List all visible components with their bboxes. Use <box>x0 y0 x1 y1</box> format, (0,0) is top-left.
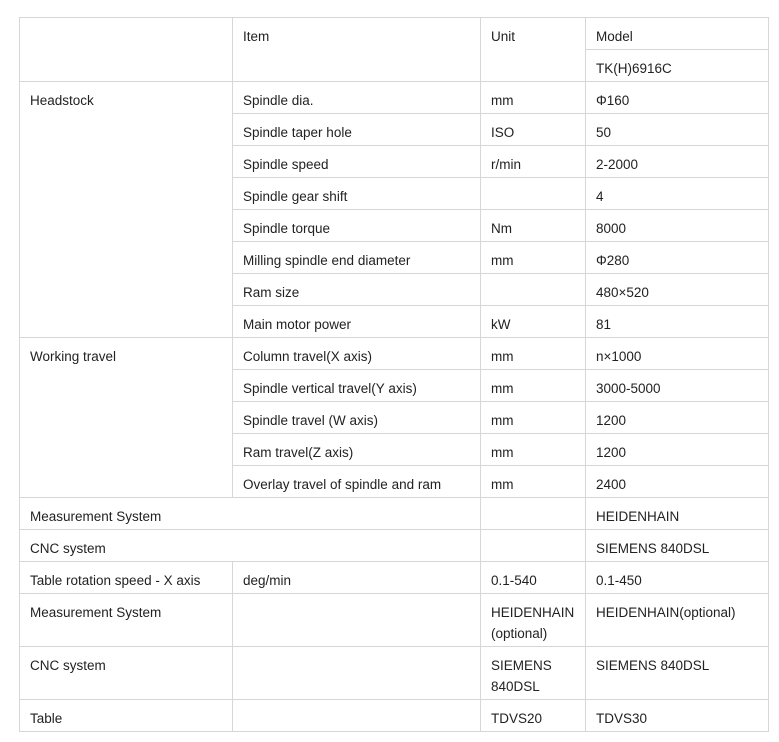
header-model-cell: Model <box>586 18 769 50</box>
item-cell: Milling spindle end diameter <box>233 242 481 274</box>
value-cell: 2400 <box>586 466 769 498</box>
value-cell: Φ280 <box>586 242 769 274</box>
table-row <box>20 594 769 647</box>
item-cell <box>233 647 481 700</box>
header-blank-cell <box>20 18 233 82</box>
item-cell <box>233 594 481 647</box>
item-cell: Spindle gear shift <box>233 178 481 210</box>
item-cell: Spindle taper hole <box>233 114 481 146</box>
spec-table <box>19 17 769 732</box>
item-cell <box>233 700 481 732</box>
unit-cell: Nm <box>481 210 586 242</box>
item-cell: Ram size <box>233 274 481 306</box>
item-cell: Column travel(X axis) <box>233 338 481 370</box>
unit-cell <box>481 178 586 210</box>
cnc-system-label-cell: CNC system <box>20 530 481 562</box>
value-cell: 81 <box>586 306 769 338</box>
measurement-system-label-cell: Measurement System <box>20 594 233 647</box>
value-cell: 3000-5000 <box>586 370 769 402</box>
unit-cell: kW <box>481 306 586 338</box>
table-rotation-label-cell: Table rotation speed - X axis <box>20 562 233 594</box>
value-cell: n×1000 <box>586 338 769 370</box>
value-cell: 8000 <box>586 210 769 242</box>
value-cell: HEIDENHAIN(optional) <box>586 594 769 647</box>
unit-cell <box>481 274 586 306</box>
table-label-cell: Table <box>20 700 233 732</box>
header-model-value-cell: TK(H)6916C <box>586 50 769 82</box>
unit-cell: mm <box>481 402 586 434</box>
table-row <box>20 338 769 370</box>
table-row <box>20 647 769 700</box>
value-cell: Φ160 <box>586 82 769 114</box>
value-cell: 50 <box>586 114 769 146</box>
value-cell: 4 <box>586 178 769 210</box>
table-row <box>20 700 769 732</box>
value-cell: 480×520 <box>586 274 769 306</box>
item-cell: Spindle vertical travel(Y axis) <box>233 370 481 402</box>
value-cell: 1200 <box>586 434 769 466</box>
unit-cell: mm <box>481 370 586 402</box>
item-cell: Spindle torque <box>233 210 481 242</box>
table-row <box>20 530 769 562</box>
item-cell: Ram travel(Z axis) <box>233 434 481 466</box>
table-row <box>20 498 769 530</box>
unit-cell: HEIDENHAIN (optional) <box>481 594 586 647</box>
group-headstock-cell: Headstock <box>20 82 233 338</box>
unit-cell: mm <box>481 466 586 498</box>
unit-cell: ISO <box>481 114 586 146</box>
value-cell: HEIDENHAIN <box>586 498 769 530</box>
header-unit-cell: Unit <box>481 18 586 82</box>
unit-cell: r/min <box>481 146 586 178</box>
unit-cell: mm <box>481 242 586 274</box>
value-cell: SIEMENS 840DSL <box>586 647 769 700</box>
value-cell: TDVS30 <box>586 700 769 732</box>
unit-cell <box>481 498 586 530</box>
table-row <box>20 562 769 594</box>
unit-cell: mm <box>481 434 586 466</box>
header-item-cell: Item <box>233 18 481 82</box>
item-cell: Main motor power <box>233 306 481 338</box>
unit-cell: TDVS20 <box>481 700 586 732</box>
value-cell: 1200 <box>586 402 769 434</box>
unit-cell: mm <box>481 338 586 370</box>
item-cell: deg/min <box>233 562 481 594</box>
group-working-travel-cell: Working travel <box>20 338 233 498</box>
value-cell: 2-2000 <box>586 146 769 178</box>
value-cell: 0.1-450 <box>586 562 769 594</box>
item-cell: Spindle travel (W axis) <box>233 402 481 434</box>
measurement-system-label-cell: Measurement System <box>20 498 481 530</box>
item-cell: Overlay travel of spindle and ram <box>233 466 481 498</box>
unit-cell: mm <box>481 82 586 114</box>
unit-cell <box>481 530 586 562</box>
header-row <box>20 18 769 50</box>
unit-cell: SIEMENS 840DSL <box>481 647 586 700</box>
unit-cell: 0.1-540 <box>481 562 586 594</box>
cnc-system-label-cell: CNC system <box>20 647 233 700</box>
item-cell: Spindle speed <box>233 146 481 178</box>
item-cell: Spindle dia. <box>233 82 481 114</box>
table-row <box>20 82 769 114</box>
value-cell: SIEMENS 840DSL <box>586 530 769 562</box>
